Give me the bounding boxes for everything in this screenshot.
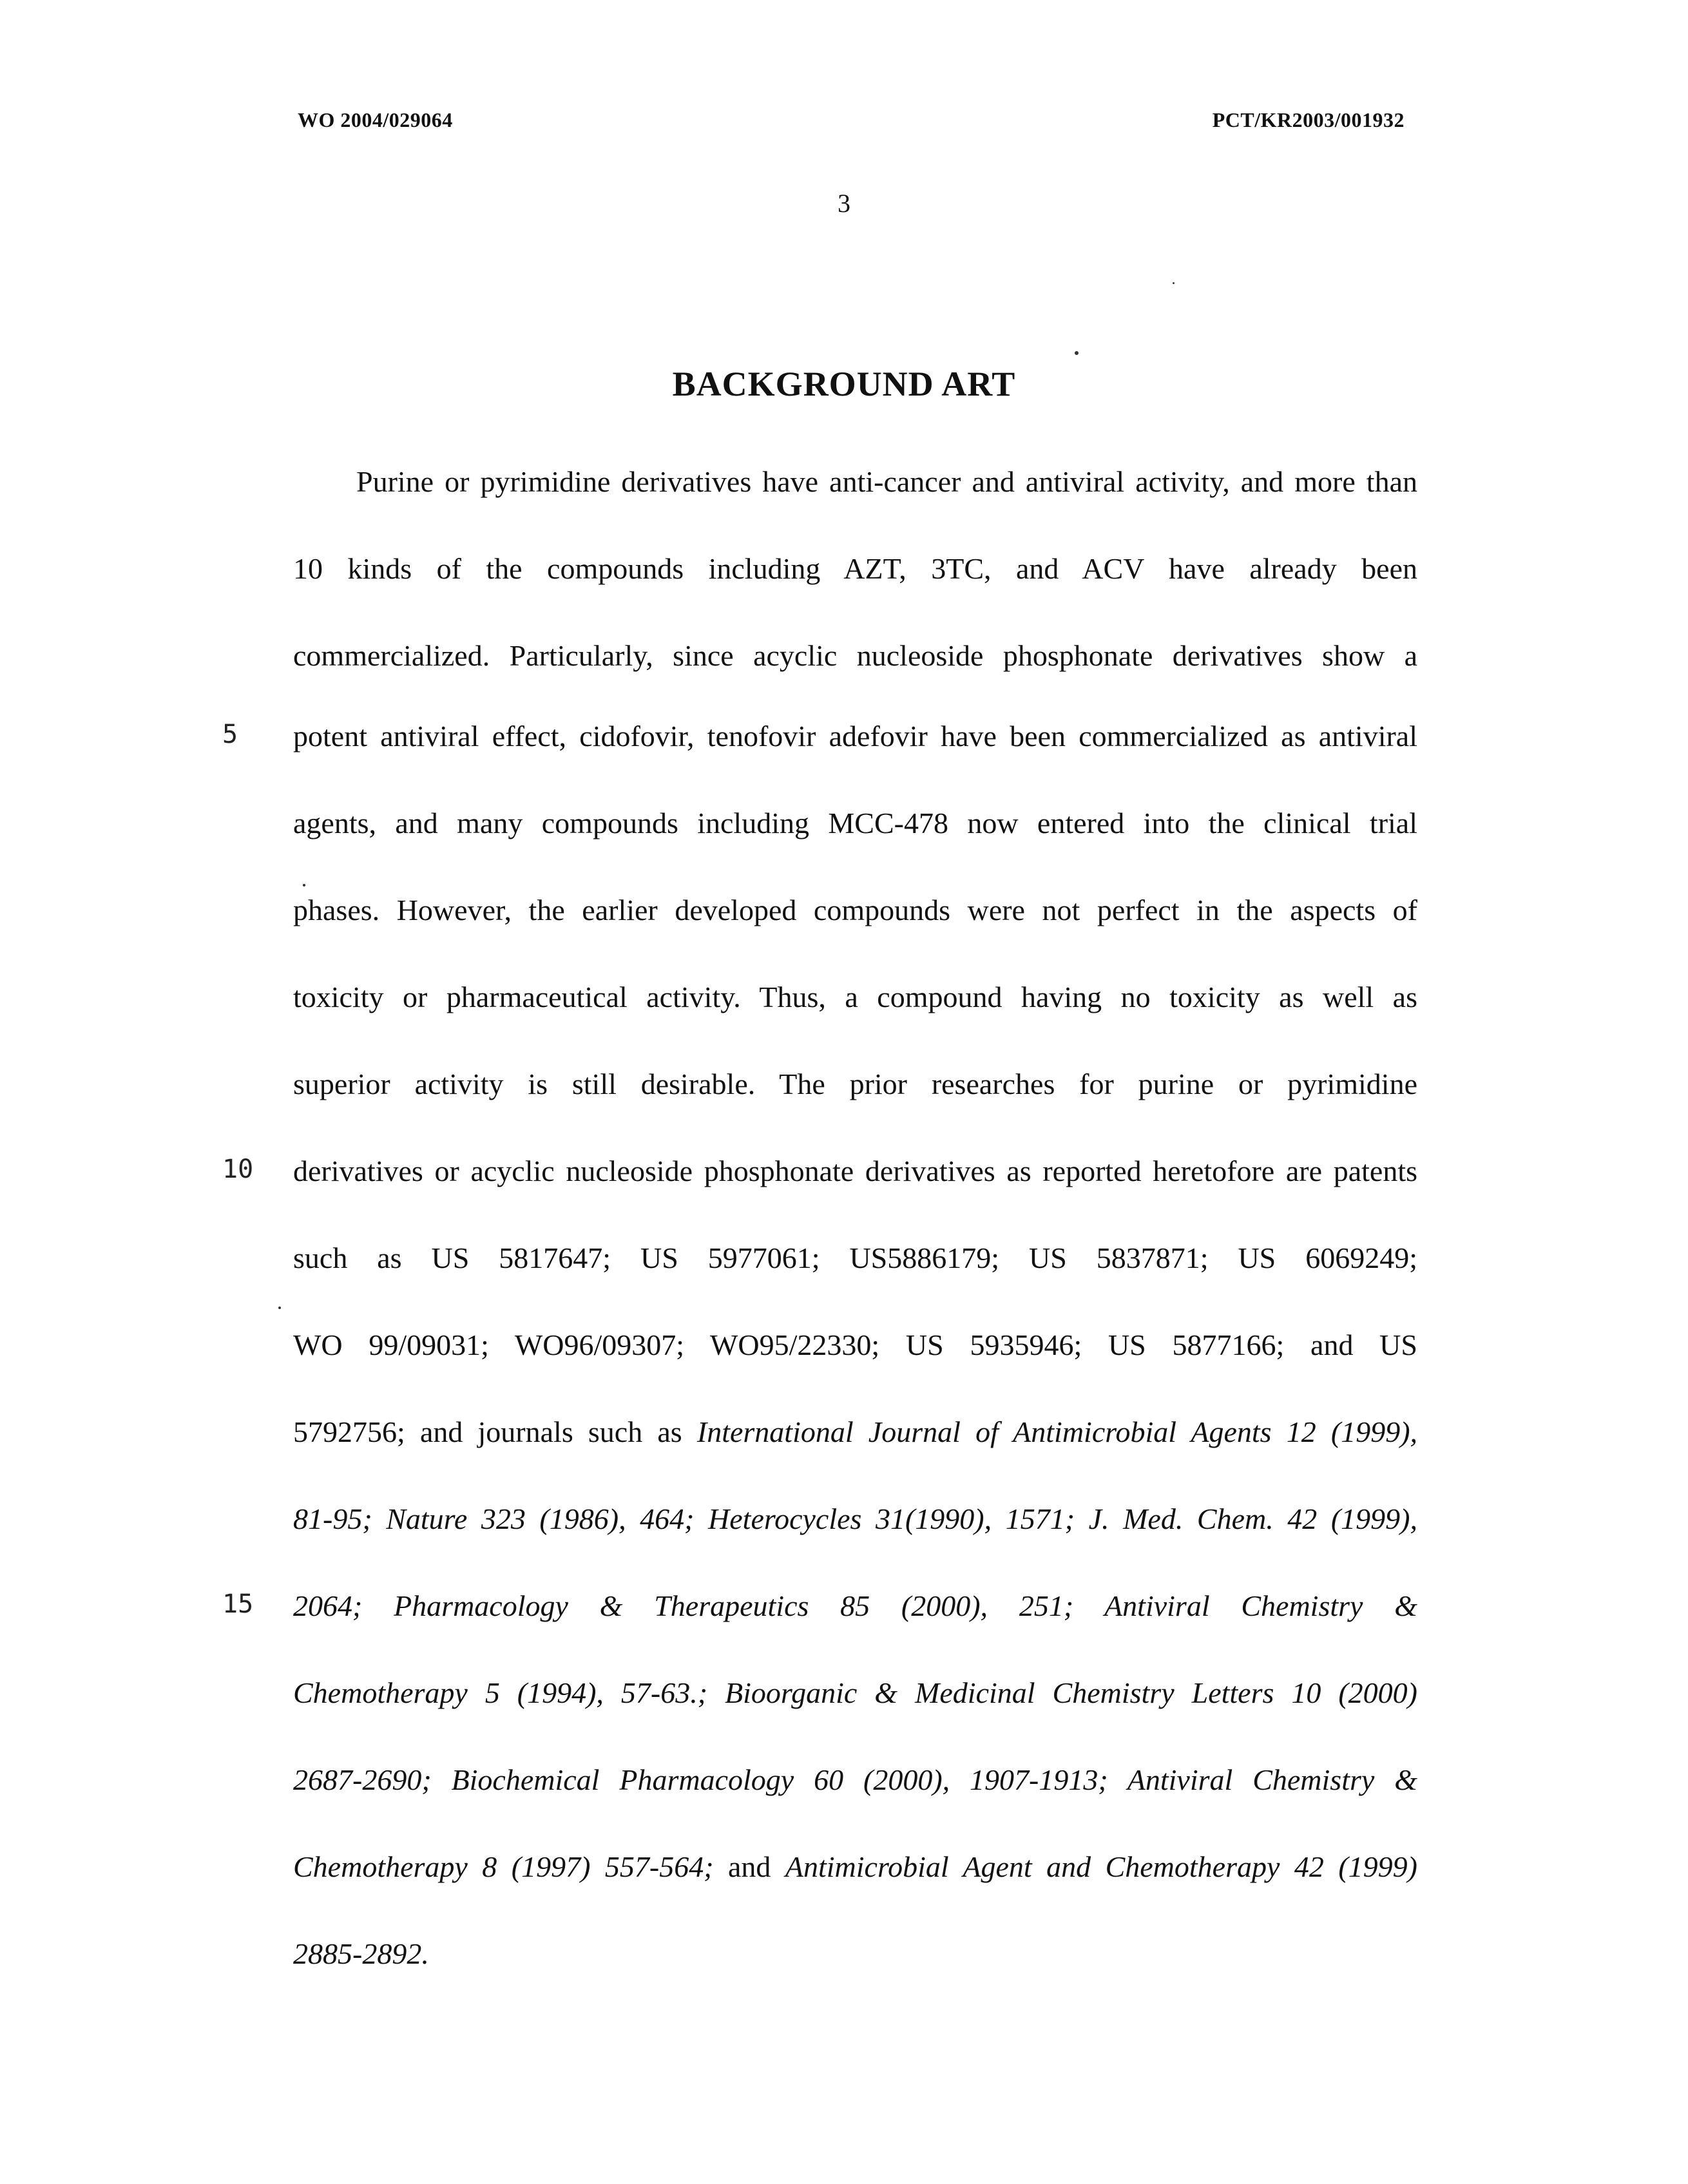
body-line: potent antiviral effect, cidofovir, tenofovir adefovir have been commercialized as antiviral (293, 720, 1417, 752)
body-line (293, 1500, 1417, 1538)
citation-italic: Chemotherapy 5 (1994), 57-63.; Bioorganic & Medicinal Chemistry Letters 10 (2000) (293, 1676, 1417, 1709)
citation-italic: 2687-2690; Biochemical Pharmacology 60 (2000), 1907-1913; Antiviral Chemistry & (293, 1763, 1417, 1796)
body-line (293, 1761, 1417, 1799)
scan-speck (303, 884, 305, 886)
section-title: BACKGROUND ART (672, 365, 1016, 403)
citation-italic: 2064; Pharmacology & Therapeutics 85 (2000), 251; Antiviral Chemistry & (293, 1589, 1417, 1622)
citation-italic: Antimicrobial Agent and Chemotherapy 42 (1999) (785, 1850, 1417, 1883)
scan-speck (278, 1307, 281, 1309)
body-line: 5792756; and journals such as International Journal of Antimicrobial Agents 12 (1999), (293, 1415, 1418, 1448)
citation-italic: 81-95; Nature 323 (1986), 464; Heterocycles 31(1990), 1571; J. Med. Chem. 42 (1999), (293, 1502, 1417, 1535)
body-line: 10 kinds of the compounds including AZT, 3TC, and ACV have already been (293, 552, 1417, 585)
body-line: agents, and many compounds including MCC-478 now entered into the clinical trial (293, 807, 1417, 839)
citation-italic: 2885-2892. (293, 1937, 429, 1970)
body-line: WO 99/09031; WO96/09307; WO95/22330; US 5935946; US 5877166; and US (293, 1328, 1417, 1361)
body-line: Purine or pyrimidine derivatives have anti-cancer and antiviral activity, and more than (356, 465, 1417, 498)
page-number: 3 (838, 189, 850, 218)
scan-speck (1173, 282, 1175, 284)
body-line: derivatives or acyclic nucleoside phosphonate derivatives as reported heretofore are patents (293, 1154, 1417, 1187)
body-line: phases. However, the earlier developed compounds were not perfect in the aspects of (293, 894, 1417, 926)
citation-italic: Chemotherapy 8 (1997) 557-564; (293, 1850, 714, 1883)
body-line (293, 1587, 1417, 1625)
margin-line-number-5: 5 (222, 720, 238, 749)
margin-line-number-15: 15 (222, 1589, 254, 1619)
body-line (293, 1935, 1417, 1973)
body-line (293, 1674, 1417, 1712)
body-line: commercialized. Particularly, since acyclic nucleoside phosphonate derivatives show a (293, 639, 1417, 672)
citation-italic: International Journal of Antimicrobial Agents 12 (1999), (696, 1415, 1418, 1448)
body-line: toxicity or pharmaceutical activity. Thus, a compound having no toxicity as well as (293, 981, 1417, 1013)
margin-line-number-10: 10 (222, 1154, 254, 1184)
body-line: Chemotherapy 8 (1997) 557-564; and Antimicrobial Agent and Chemotherapy 42 (1999) (293, 1850, 1417, 1883)
scan-speck (1075, 351, 1079, 355)
body-line: such as US 5817647; US 5977061; US5886179; US 5837871; US 6069249; (293, 1241, 1417, 1274)
header-right-application-number: PCT/KR2003/001932 (1212, 108, 1405, 131)
header-left-publication-number: WO 2004/029064 (298, 108, 453, 131)
body-line: superior activity is still desirable. The prior researches for purine or pyrimidine (293, 1068, 1417, 1100)
